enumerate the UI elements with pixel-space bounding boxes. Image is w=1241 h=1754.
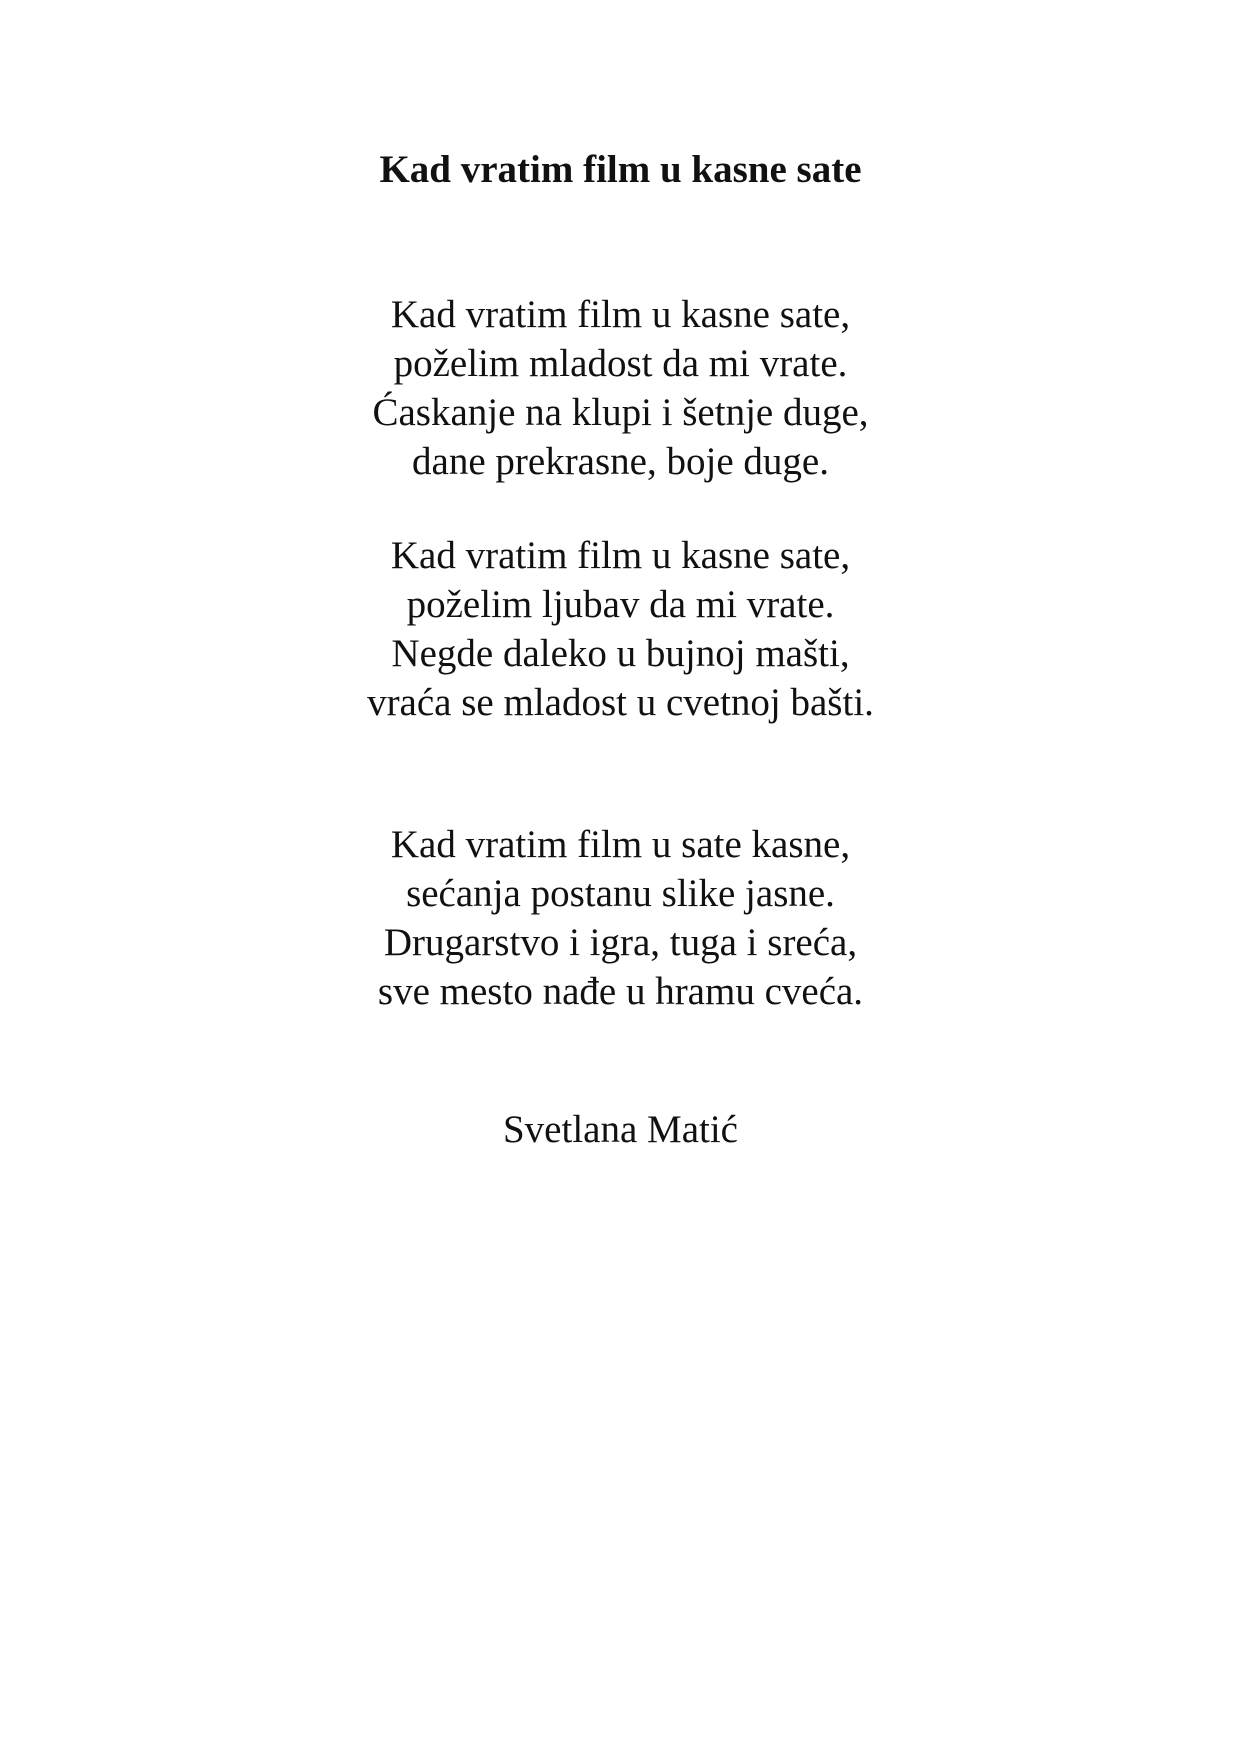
author-name: Svetlana Matić [502, 1108, 738, 1151]
poem-line: poželim mladost da mi vrate. [393, 342, 848, 385]
poem-line: Drugarstvo i igra, tuga i sreća, [383, 921, 858, 964]
poem-line: sećanja postanu slike jasne. [406, 872, 835, 915]
poem-line: Kad vratim film u sate kasne, [390, 823, 851, 866]
poem-line: poželim ljubav da mi vrate. [406, 583, 835, 626]
poem-line: Negde daleko u bujnoj mašti, [391, 632, 850, 675]
poem-line: Ćaskanje na klupi i šetnje duge, [372, 391, 869, 434]
poem-line: dane prekrasne, boje duge. [412, 440, 829, 483]
poem-stanza [0, 820, 1241, 1016]
poem-title: Kad vratim film u kasne sate [379, 148, 862, 191]
poem-stanza [0, 290, 1241, 486]
poem-line: vraća se mladost u cvetnoj bašti. [367, 681, 874, 724]
poem-line: Kad vratim film u kasne sate, [390, 534, 851, 577]
poem-line: Kad vratim film u kasne sate, [390, 293, 851, 336]
poem-line: sve mesto nađe u hramu cveća. [377, 970, 864, 1013]
poem-stanza [0, 531, 1241, 727]
